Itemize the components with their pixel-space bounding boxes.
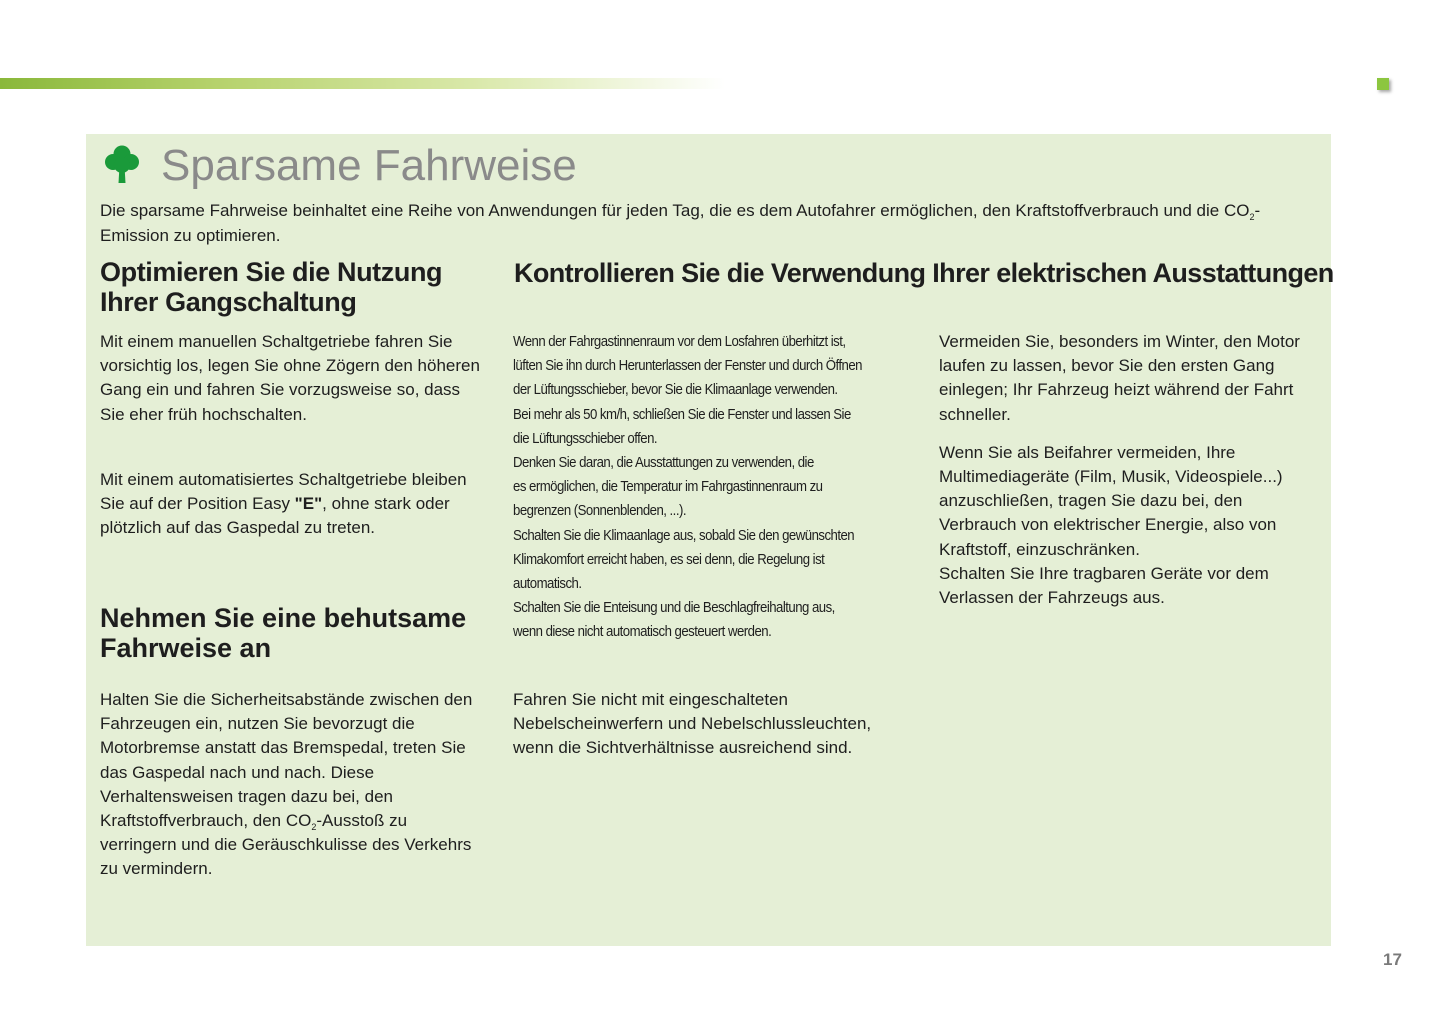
green-square-icon bbox=[1377, 78, 1389, 90]
climate-text-block bbox=[513, 330, 862, 645]
climate-text-line: lüften Sie ihn durch Herunterlassen der Fenster und durch Öffnen bbox=[513, 357, 863, 375]
gear-heading: Optimieren Sie die Nutzung Ihrer Gangschaltung bbox=[100, 257, 443, 317]
portable-devices-text: Schalten Sie Ihre tragbaren Geräte vor dem Verlassen der Fahrzeugs aus. bbox=[939, 563, 1269, 608]
tree-icon bbox=[104, 144, 140, 184]
electrical-equipment-heading: Kontrollieren Sie die Verwendung Ihrer elektrischen Ausstattungen bbox=[514, 258, 1334, 288]
drive-heading: Nehmen Sie eine behutsame Fahrweise an bbox=[100, 603, 467, 663]
climate-text-line: der Lüftungsschieber, bevor Sie die Klimaanlage verwenden. bbox=[513, 381, 838, 399]
manual-gearbox-text: Mit einem manuellen Schaltgetriebe fahren Sie vorsichtig los, legen Sie ohne Zögern den höheren Gang ein und fahren Sie vorzugsweise so, dass Sie eher früh hochschalten. bbox=[100, 332, 480, 424]
climate-text-line: Denken Sie daran, die Ausstattungen zu verwenden, die bbox=[513, 454, 814, 472]
climate-text-line: es ermöglichen, die Temperatur im Fahrgastinnenraum zu bbox=[513, 478, 823, 496]
climate-text-line: Wenn der Fahrgastinnenraum vor dem Losfahren überhitzt ist, bbox=[513, 333, 846, 350]
automatic-gearbox-text: Mit einem automatisiertes Schaltgetriebe bleiben Sie auf der Position Easy "E", ohne stark oder plötzlich auf das Gaspedal zu treten. bbox=[100, 470, 467, 538]
climate-text-line: wenn diese nicht automatisch gesteuert werden. bbox=[513, 623, 772, 641]
intro-text: Die sparsame Fahrweise beinhaltet eine Reihe von Anwendungen für jeden Tag, die es dem Autofahrer ermöglichen, den Kraftstoffverbrauch und die $CO_2$-Emission zu optimieren. bbox=[100, 201, 1261, 245]
right-column-text bbox=[939, 330, 1321, 610]
climate-text-line: Schalten Sie die Klimaanlage aus, sobald Sie den gewünschten bbox=[513, 526, 855, 544]
climate-text-line: Bei mehr als 50 km/h, schließen Sie die Fenster und lassen Sie bbox=[513, 405, 851, 423]
climate-text-line: die Lüftungsschieber offen. bbox=[513, 429, 658, 447]
climate-text-line: Schalten Sie die Enteisung und die Beschlagfreihaltung aus, bbox=[513, 599, 835, 617]
climate-text-line: automatisch. bbox=[513, 575, 582, 593]
winter-engine-text: Vermeiden Sie, besonders im Winter, den Motor laufen zu lassen, bevor Sie den ersten Gang einlegen; Ihr Fahrzeug heizt während der Fahrt schneller. bbox=[939, 332, 1300, 424]
climate-text-line: begrenzen (Sonnenblenden, ...). bbox=[513, 502, 686, 520]
top-gradient-bar bbox=[0, 78, 725, 89]
fog-lights-text: Fahren Sie nicht mit eingeschalteten Nebelscheinwerfern und Nebelschlussleuchten, wenn die Sichtverhältnisse ausreichend sind. bbox=[513, 690, 872, 758]
climate-text-line: Klimakomfort erreicht haben, es sei denn, die Regelung ist bbox=[513, 550, 825, 568]
page-number: 17 bbox=[1383, 950, 1402, 969]
careful-driving-text: Halten Sie die Sicherheitsabstände zwischen den Fahrzeugen ein, nutzen Sie bevorzugt die Motorbremse anstatt das Bremspedal, treten Sie das Gaspedal nach und nach. Diese Verhaltensweisen tragen dazu bei, den Kraftstoffverbrauch, den $CO_2$-Ausstoß zu verringern und die Geräuschkulisse des Verkehrs zu vermindern. bbox=[100, 690, 473, 879]
multimedia-text: Wenn Sie als Beifahrer vermeiden, Ihre Multimediageräte (Film, Musik, Videospiele...) anzuschließen, tragen Sie dazu bei, den Verbrauch von elektrischer Energie, also von Kraftstoff, einzuschränken. bbox=[939, 442, 1283, 559]
page-title: Sparsame Fahrweise bbox=[161, 141, 577, 190]
